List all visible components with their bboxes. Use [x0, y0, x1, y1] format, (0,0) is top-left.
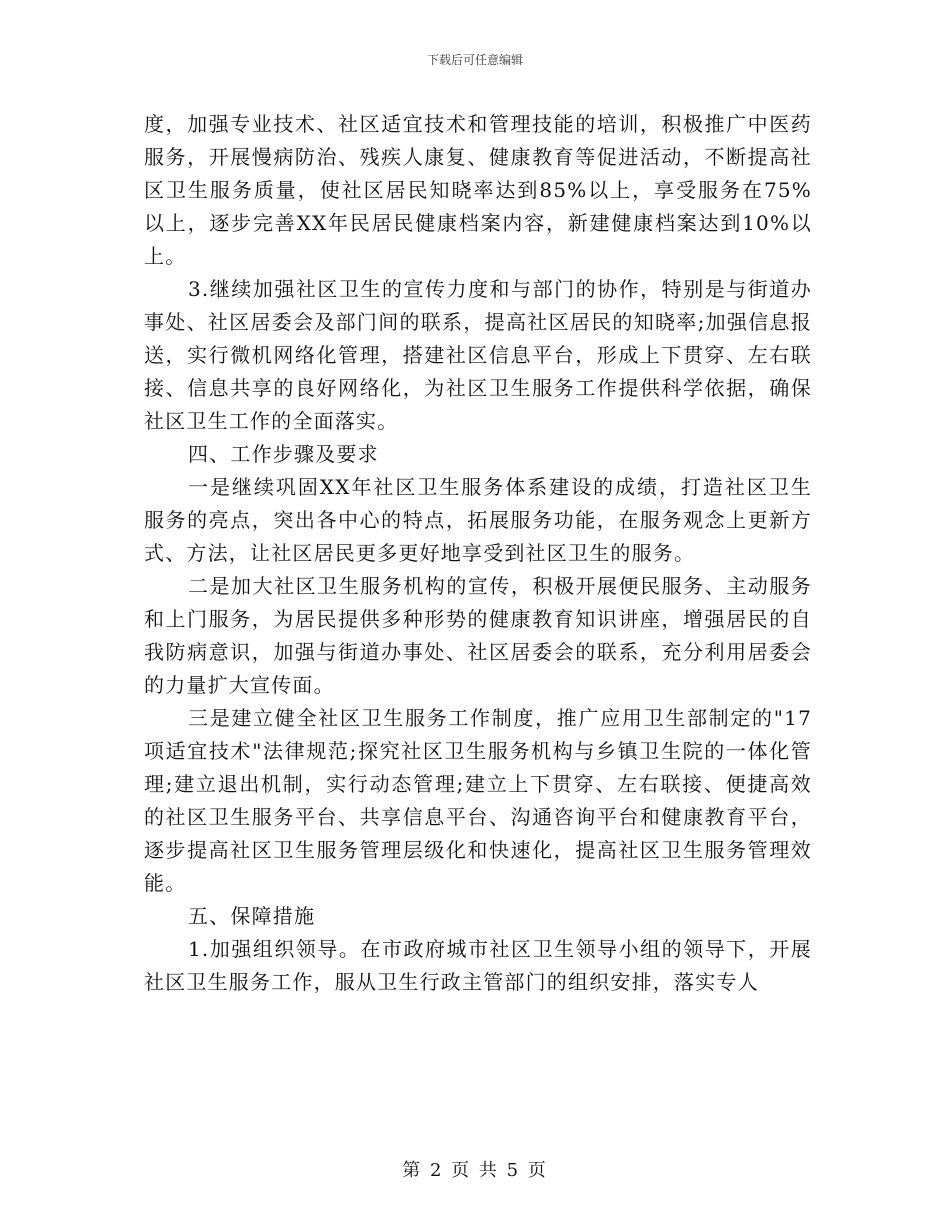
- paragraph-step-3: 三是建立健全社区卫生服务工作制度，推广应用卫生部制定的"17项适宜技术"法律规范;探究社区卫生服务机构与乡镇卫生院的一体化管理;建立退出机制，实行动态管理;建立上下贯穿、左右联接、便捷高效的社区卫生服务平台、共享信息平台、沟通咨询平台和健康教育平台，逐步提高社区卫生服务管理层级化和快速化，提高社区卫生服务管理效能。: [144, 706, 812, 895]
- paragraph-measure-1: 1.加强组织领导。在市政府城市社区卫生领导小组的领导下，开展社区卫生服务工作，服从卫生行政主管部门的组织安排，落实专人: [144, 937, 812, 994]
- paragraph-item-3: 3.继续加强社区卫生的宣传力度和与部门的协作，特别是与街道办事处、社区居委会及部门间的联系，提高社区居民的知晓率;加强信息报送，实行微机网络化管理，搭建社区信息平台，形成上下贯穿、左右联接、信息共享的良好网络化，为社区卫生服务工作提供科学依据，确保社区卫生工作的全面落实。: [144, 277, 812, 433]
- paragraph-step-1: 一是继续巩固XX年社区卫生服务体系建设的成绩，打造社区卫生服务的亮点，突出各中心的特点，拓展服务功能，在服务观念上更新方式、方法，让社区居民更多更好地享受到社区卫生的服务。: [144, 475, 812, 565]
- page-number: 第 2 页 共 5 页: [402, 1160, 548, 1181]
- section-heading-5: 五、保障措施: [188, 904, 316, 928]
- document-body: [144, 108, 812, 999]
- paragraph-step-2: 二是加大社区卫生服务机构的宣传，积极开展便民服务、主动服务和上门服务，为居民提供多种形势的健康教育知识讲座，增强居民的自我防病意识，加强与街道办事处、社区居委会的联系，充分利用居委会的力量扩大宣传面。: [144, 574, 812, 697]
- page-header-note: 下载后可任意编辑: [426, 53, 523, 67]
- section-heading-4: 四、工作步骤及要求: [188, 442, 379, 466]
- paragraph-continuation: 度，加强专业技术、社区适宜技术和管理技能的培训，积极推广中医药服务，开展慢病防治、残疾人康复、健康教育等促进活动，不断提高社区卫生服务质量，使社区居民知晓率达到85%以上，享受服务在75%以上，逐步完善XX年民居民健康档案内容，新建健康档案达到10%以上。: [144, 112, 812, 268]
